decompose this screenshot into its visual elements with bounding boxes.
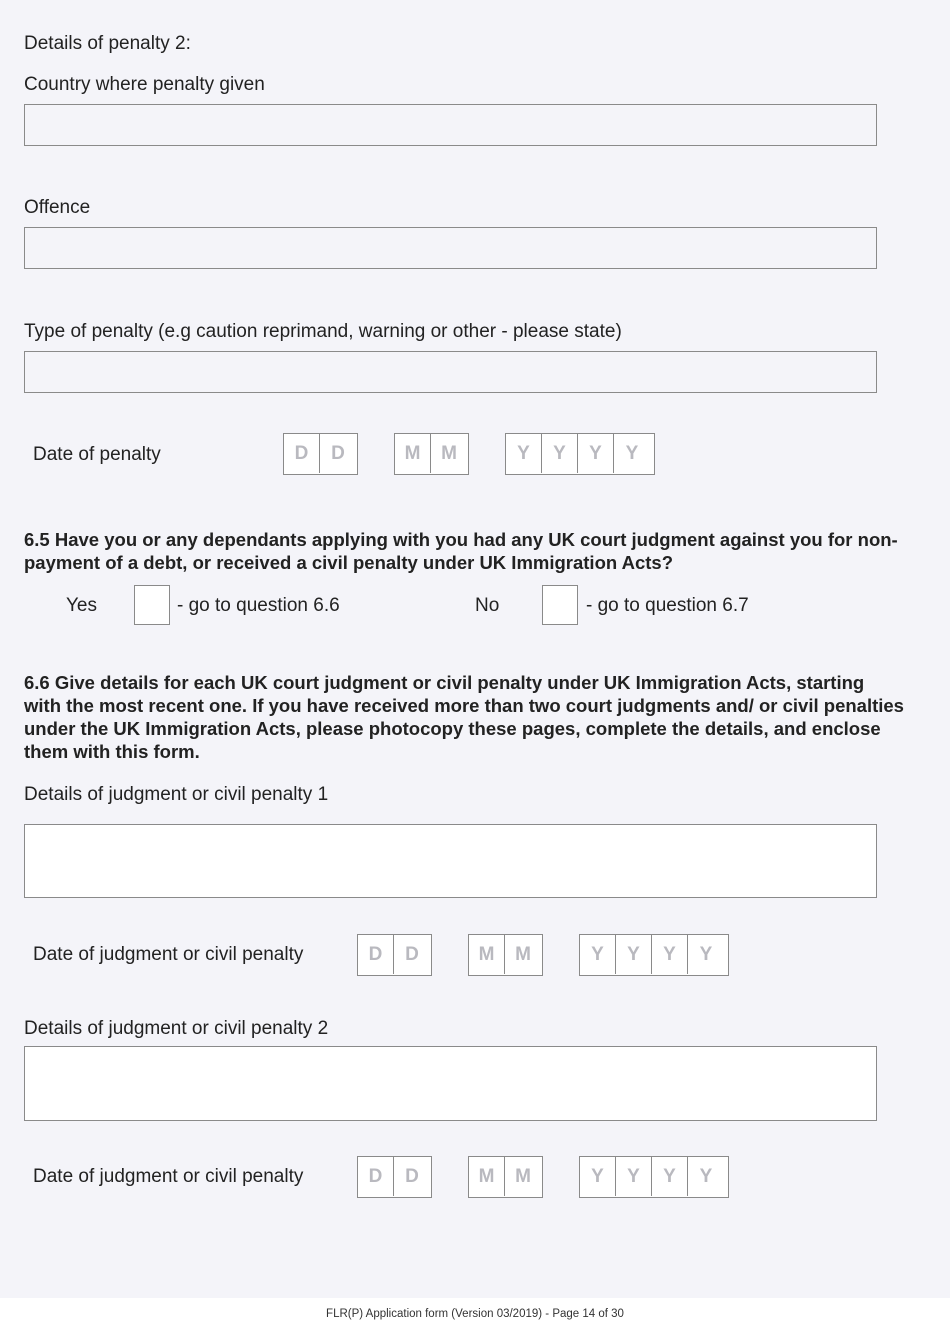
penalty-type-field[interactable] — [24, 351, 877, 393]
judgment2-field[interactable] — [24, 1046, 877, 1121]
judgment1-field[interactable] — [24, 824, 877, 898]
judgment1-date-day-field[interactable] — [357, 934, 432, 976]
year-placeholder: Y — [699, 943, 713, 965]
year-placeholder: Y — [578, 434, 614, 473]
month-placeholder: M — [469, 935, 505, 974]
judgment2-label: Details of judgment or civil penalty 2 — [24, 1018, 329, 1039]
judgment1-label: Details of judgment or civil penalty 1 — [24, 784, 329, 805]
year-placeholder: Y — [506, 434, 542, 473]
judgment1-date-month-field[interactable] — [468, 934, 543, 976]
month-placeholder: M — [395, 434, 431, 473]
day-placeholder: D — [331, 442, 345, 464]
question-6-6: 6.6 Give details for each UK court judgment or civil penalty under UK Immigration Acts, starting with the most recent one. If you have received more than two court judgments and/ or civil penalties under the UK Immigration Acts, please photocopy these pages, complete the details, and enclose them with this form. — [24, 672, 904, 762]
penalty2-heading: Details of penalty 2: — [24, 33, 191, 54]
judgment2-date-day-field[interactable] — [357, 1156, 432, 1198]
judgment2-date-label: Date of judgment or civil penalty — [33, 1166, 304, 1187]
year-placeholder: Y — [580, 1157, 616, 1196]
year-placeholder: Y — [542, 434, 578, 473]
year-placeholder: Y — [616, 1157, 652, 1196]
month-placeholder: M — [441, 442, 457, 464]
yes-note: - go to question 6.6 — [177, 595, 340, 616]
penalty-date-month-field[interactable] — [394, 433, 469, 475]
month-placeholder: M — [469, 1157, 505, 1196]
year-placeholder: Y — [652, 1157, 688, 1196]
month-placeholder: M — [515, 1165, 531, 1187]
penalty-date-day-field[interactable] — [283, 433, 358, 475]
judgment1-date-year-field[interactable] — [579, 934, 729, 976]
year-placeholder: Y — [652, 935, 688, 974]
year-placeholder: Y — [616, 935, 652, 974]
month-placeholder: M — [515, 943, 531, 965]
country-label: Country where penalty given — [24, 74, 265, 95]
penalty-date-year-field[interactable] — [505, 433, 655, 475]
day-placeholder: D — [405, 943, 419, 965]
judgment1-date-label: Date of judgment or civil penalty — [33, 944, 304, 965]
judgment2-date-year-field[interactable] — [579, 1156, 729, 1198]
no-note: - go to question 6.7 — [586, 595, 749, 616]
judgment2-date-month-field[interactable] — [468, 1156, 543, 1198]
yes-checkbox[interactable] — [134, 585, 170, 625]
year-placeholder: Y — [580, 935, 616, 974]
day-placeholder: D — [358, 1157, 394, 1196]
year-placeholder: Y — [625, 442, 639, 464]
offence-field[interactable] — [24, 227, 877, 269]
no-label: No — [475, 595, 500, 616]
yes-label: Yes — [66, 595, 97, 616]
offence-label: Offence — [24, 197, 91, 218]
day-placeholder: D — [284, 434, 320, 473]
penalty-date-label: Date of penalty — [33, 444, 161, 465]
page-footer: FLR(P) Application form (Version 03/2019) - Page 14 of 30 — [326, 1308, 624, 1320]
no-checkbox[interactable] — [542, 585, 578, 625]
penalty-type-label: Type of penalty (e.g caution reprimand, warning or other - please state) — [24, 321, 622, 342]
day-placeholder: D — [405, 1165, 419, 1187]
country-field[interactable] — [24, 104, 877, 146]
question-6-5: 6.5 Have you or any dependants applying with you had any UK court judgment against you for non-payment of a debt, or received a civil penalty under UK Immigration Acts? — [24, 529, 898, 573]
day-placeholder: D — [358, 935, 394, 974]
year-placeholder: Y — [699, 1165, 713, 1187]
